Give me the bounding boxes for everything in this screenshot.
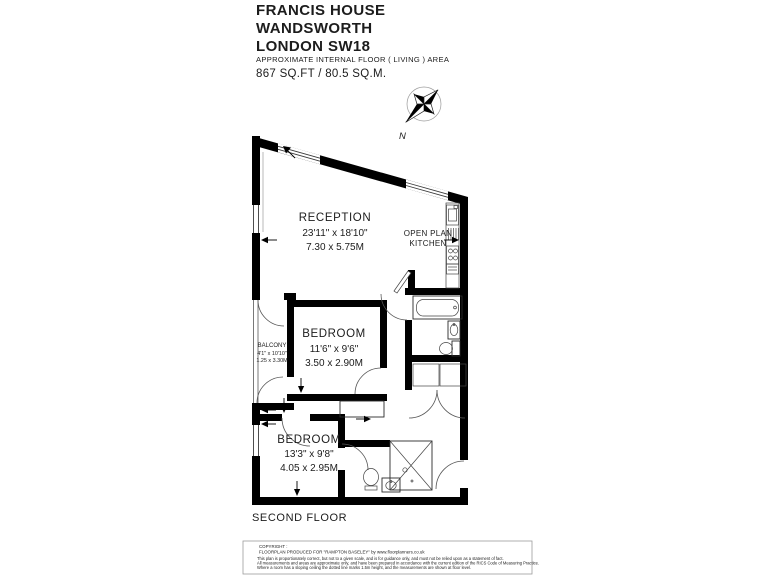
balcony-door-bottom: [257, 377, 283, 403]
bedroom2-label: BEDROOM: [277, 434, 341, 446]
bedroom2-imperial: 13'3" x 9'8": [284, 449, 334, 460]
bedroom1-door: [355, 368, 381, 394]
window-top-2: [406, 180, 448, 201]
balcony-metric: 1.25 x 3.30M: [256, 358, 288, 364]
kitchen-label-line2: KITCHEN: [409, 239, 447, 248]
shower-room-fixtures: [364, 441, 433, 492]
balcony-label: BALCONY: [257, 343, 287, 349]
reception-imperial: 23'11" x 18'10": [302, 228, 368, 239]
bathroom-toilet-icon: [440, 341, 461, 356]
bedroom1-label: BEDROOM: [302, 328, 366, 340]
kitchen-label-line1: OPEN PLAN: [403, 229, 453, 238]
building-name: FRANCIS HOUSE: [256, 2, 386, 19]
window-left-bedroom2: [254, 425, 259, 456]
bedroom1-imperial: 11'6" x 9'6": [309, 344, 359, 355]
wardrobe: [340, 401, 384, 417]
cupboard-shelves: [413, 364, 466, 386]
cupboard-door-left: [409, 390, 437, 418]
produced-for-line: FLOORPLAN PRODUCED FOR "RAMPTON BASELEY" by www.floorplanners.co.uk: [259, 549, 425, 555]
window-left-reception: [254, 205, 259, 233]
disclaimer-line-1: This plan is proportionately correct, but not to a given scale, and is for guidance only, and must not be relied upon as a statement of fact.: [257, 556, 504, 561]
bathroom-fixtures: [413, 296, 462, 356]
area-value: 867 SQ.FT / 80.5 SQ.M.: [256, 68, 387, 80]
shower-icon: [390, 441, 432, 490]
shower-room-toilet-icon: [364, 469, 379, 491]
locality: WANDSWORTH: [256, 20, 373, 37]
kitchen-counter: [446, 203, 459, 288]
disclaimer-line-2: All measurements and areas are approximate only, and have been prepared in accordance with the current edition of the RICS Code of Measuring Practice.: [257, 560, 540, 566]
bedroom1-metric: 3.50 x 2.90M: [305, 358, 363, 369]
balcony-door-top: [258, 300, 284, 326]
bathtub-icon: [413, 296, 462, 319]
compass-icon: [396, 80, 448, 142]
footer-disclaimer: [243, 541, 539, 574]
bedroom2-metric: 4.05 x 2.95M: [280, 463, 338, 474]
room-labels: [256, 212, 452, 474]
header: [256, 2, 450, 80]
shower-room-door: [342, 444, 368, 470]
hob-icon: [447, 246, 459, 274]
entrance-door: [436, 461, 464, 489]
bathroom-sink-icon: [448, 321, 460, 339]
balcony-imperial: 4'1" x 10'10": [257, 351, 287, 357]
kitchen-sink-icon: [447, 205, 459, 225]
reception-label: RECEPTION: [298, 212, 372, 224]
area-caption: APPROXIMATE INTERNAL FLOOR ( LIVING ) AREA: [256, 55, 450, 64]
floor-label: SECOND FLOOR: [252, 512, 348, 524]
reception-metric: 7.30 x 5.75M: [306, 242, 364, 253]
disclaimer-line-3: Where a room has a sloping ceiling the dotted line marks 1.5m height, and the measurements are shown at floor level.: [257, 565, 472, 570]
kitchen-units: [446, 203, 459, 288]
city-postcode: LONDON SW18: [256, 38, 371, 55]
copyright-line: COPYRIGHT :: [259, 544, 288, 549]
north-label: N: [399, 131, 406, 142]
